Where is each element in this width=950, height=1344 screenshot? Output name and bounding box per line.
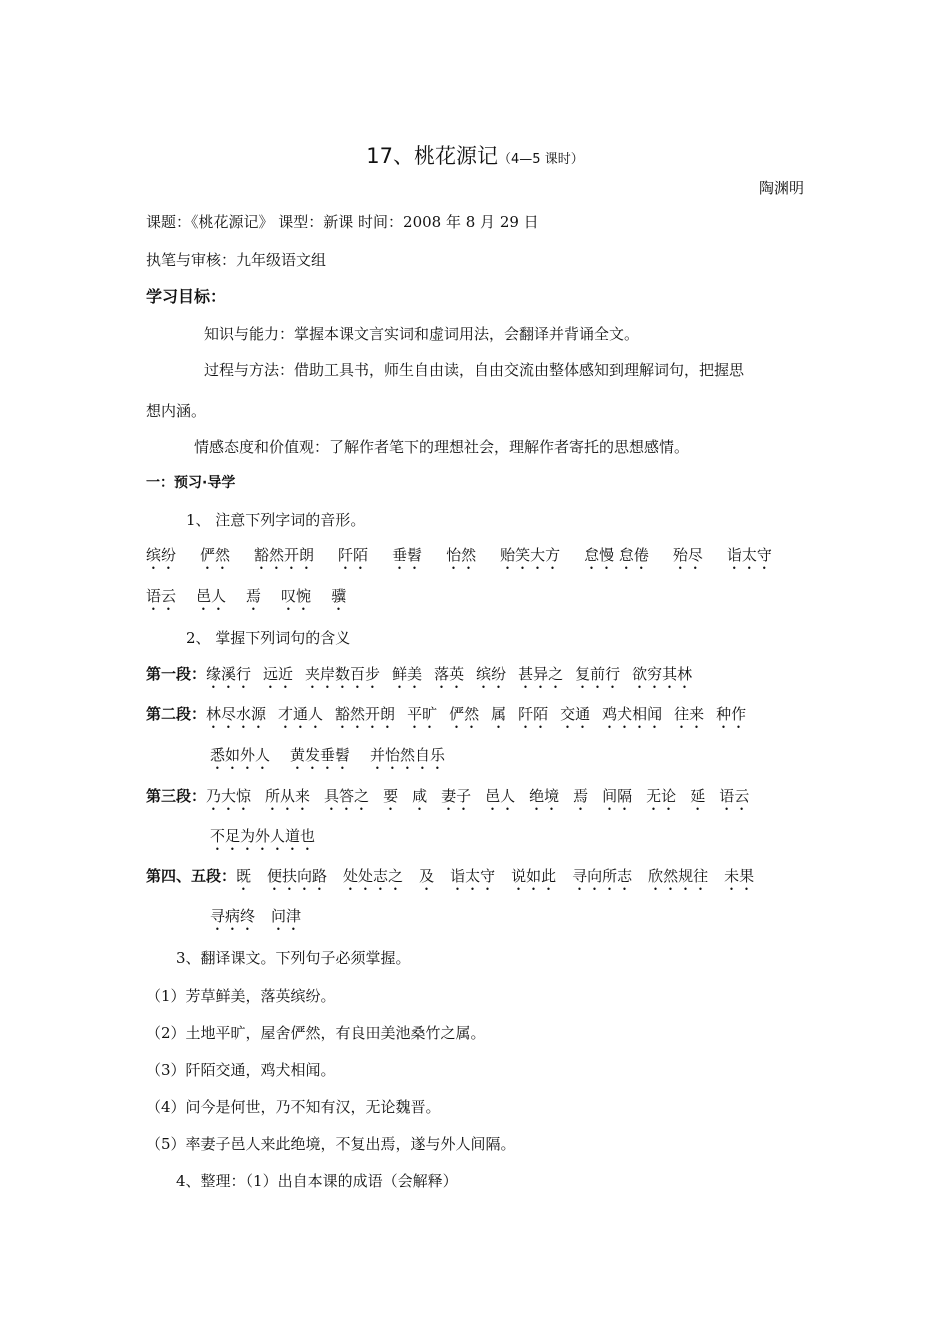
vocab-term: 甚异之 <box>518 665 564 683</box>
vocab-term: 垂髫 <box>392 546 423 564</box>
sentence-3: （3）阡陌交通，鸡犬相闻。 <box>146 1061 336 1079</box>
vocab-term: 处处志之 <box>343 867 404 885</box>
vocab-term: 间隔 <box>602 787 633 805</box>
author-name: 陶渊明 <box>758 179 804 197</box>
topic-line: 课题：《桃花源记》 课型：新课 时间：2008 年 8 月 29 日 <box>146 213 539 231</box>
vocab-term: 黄发垂髫 <box>290 746 351 764</box>
vocab-term: 焉 <box>246 587 262 605</box>
item1: 1、 注意下列字词的音形。 <box>186 511 366 529</box>
vocab-term: 交通 <box>560 705 591 723</box>
vocab-term: 鲜美 <box>392 665 423 683</box>
para45-words-cont <box>210 906 317 934</box>
vocab-term: 往来 <box>674 705 705 723</box>
vocab-term: 欣然规往 <box>648 867 709 885</box>
vocab-term: 才通人 <box>278 705 324 723</box>
section1-heading: 一：预习·导学 <box>146 475 236 491</box>
vocab-term: 俨然 <box>449 705 480 723</box>
vocab-term: 绝境 <box>529 787 560 805</box>
vocab-term: 语云 <box>719 787 750 805</box>
sentence-1: （1）芳草鲜美，落英缤纷。 <box>146 987 336 1005</box>
item2: 2、 掌握下列词句的含义 <box>186 629 351 647</box>
vocab-term: 邑人 <box>485 787 516 805</box>
vocab-term: 骥 <box>331 587 347 605</box>
para3-label: 第三段： <box>146 787 207 805</box>
vocab-term: 鸡犬相闻 <box>602 705 663 723</box>
vocab-term: 既 <box>236 867 252 885</box>
vocab-term: 阡陌 <box>338 546 369 564</box>
para2-row <box>146 704 758 732</box>
goals-heading: 学习目标： <box>146 287 227 306</box>
vocab-term: 咸 <box>412 787 428 805</box>
para3-words-cont <box>210 826 329 854</box>
vocab-term: 怡然 <box>446 546 477 564</box>
vocab-term: 不足为外人道也 <box>210 827 316 845</box>
vocab-term: 殆尽 <box>672 546 703 564</box>
sentence-5: （5）率妻子邑人来此绝境，不复出焉，遂与外人间隔。 <box>146 1135 516 1153</box>
vocab-term: 诣太守 <box>726 546 772 564</box>
vocab-term: 问津 <box>271 907 302 925</box>
vocab-term: 诣太守 <box>450 867 496 885</box>
vocab-term: 邑人 <box>196 587 227 605</box>
vocab-term: 语云 <box>146 587 177 605</box>
vocab-term: 林尽水源 <box>206 705 267 723</box>
para2-words <box>206 705 758 723</box>
vocab-term: 焉 <box>573 787 589 805</box>
para3-words <box>206 787 763 805</box>
vocab-term: 妻子 <box>441 787 472 805</box>
goal-emotion: 情感态度和价值观：了解作者笔下的理想社会，理解作者寄托的思想感情。 <box>194 438 690 456</box>
para1-row <box>146 664 704 692</box>
para2-label: 第二段： <box>146 705 207 723</box>
vocab-term: 无论 <box>646 787 677 805</box>
vocab-term: 所从来 <box>265 787 311 805</box>
vocab-term: 豁然开朗 <box>254 546 315 564</box>
vocab-term: 寻病终 <box>210 907 256 925</box>
goal-process: 过程与方法：借助工具书，师生自由读，自由交流由整体感知到理解词句，把握思 <box>204 361 745 379</box>
para45-label: 第四、五段： <box>146 867 237 885</box>
vocab-term: 夹岸数百步 <box>305 665 381 683</box>
vocab-term: 未果 <box>724 867 755 885</box>
vocab-term: 阡陌 <box>518 705 549 723</box>
vocab-term: 便扶向路 <box>267 867 328 885</box>
vocab-term: 寻向所志 <box>572 867 633 885</box>
vocab-term: 要 <box>383 787 399 805</box>
vocab-term: 怠慢 怠倦 <box>584 546 649 564</box>
sentence-2: （2）土地平旷，屋舍俨然，有良田美池桑竹之属。 <box>146 1024 486 1042</box>
vocab-term: 缘溪行 <box>206 665 252 683</box>
vocab-term: 贻笑大方 <box>500 546 561 564</box>
vocab-term: 复前行 <box>575 665 621 683</box>
vocab-term: 叹惋 <box>281 587 312 605</box>
writer-line: 执笔与审核：九年级语文组 <box>146 251 327 269</box>
word-list-row1 <box>146 545 796 573</box>
vocab-term: 缤纷 <box>476 665 507 683</box>
vocab-term: 及 <box>419 867 435 885</box>
para1-words <box>206 665 704 683</box>
item4: 4、整理：（1）出自本课的成语（会解释） <box>176 1172 458 1190</box>
item3: 3、翻译课文。下列句子必须掌握。 <box>176 949 411 967</box>
title-text: 17、桃花源记 <box>366 144 499 168</box>
vocab-term: 缤纷 <box>146 546 177 564</box>
para45-words <box>236 867 770 885</box>
para1-label: 第一段： <box>146 665 207 683</box>
title-note: （4—5 课时） <box>498 152 584 167</box>
word-list-row2 <box>146 586 366 614</box>
vocab-term: 具答之 <box>324 787 370 805</box>
vocab-term: 欲穷其林 <box>632 665 693 683</box>
para3-row <box>146 786 763 814</box>
vocab-term: 属 <box>491 705 507 723</box>
goal-knowledge: 知识与能力：掌握本课文言实词和虚词用法，会翻译并背诵全文。 <box>204 325 640 343</box>
para45-row <box>146 866 770 894</box>
vocab-term: 平旷 <box>407 705 438 723</box>
goal-process-cont: 想内涵。 <box>146 402 207 420</box>
sentence-4: （4）问今是何世，乃不知有汉，无论魏晋。 <box>146 1098 441 1116</box>
vocab-term: 俨然 <box>200 546 231 564</box>
vocab-term: 悉如外人 <box>210 746 271 764</box>
vocab-term: 远近 <box>263 665 294 683</box>
vocab-term: 延 <box>690 787 706 805</box>
vocab-term: 说如此 <box>511 867 557 885</box>
para2-words-cont <box>210 745 465 773</box>
vocab-term: 豁然开朗 <box>335 705 396 723</box>
vocab-term: 落英 <box>434 665 465 683</box>
vocab-term: 乃大惊 <box>206 787 252 805</box>
vocab-term: 并怡然自乐 <box>370 746 446 764</box>
document-title <box>0 140 950 170</box>
vocab-term: 种作 <box>716 705 747 723</box>
